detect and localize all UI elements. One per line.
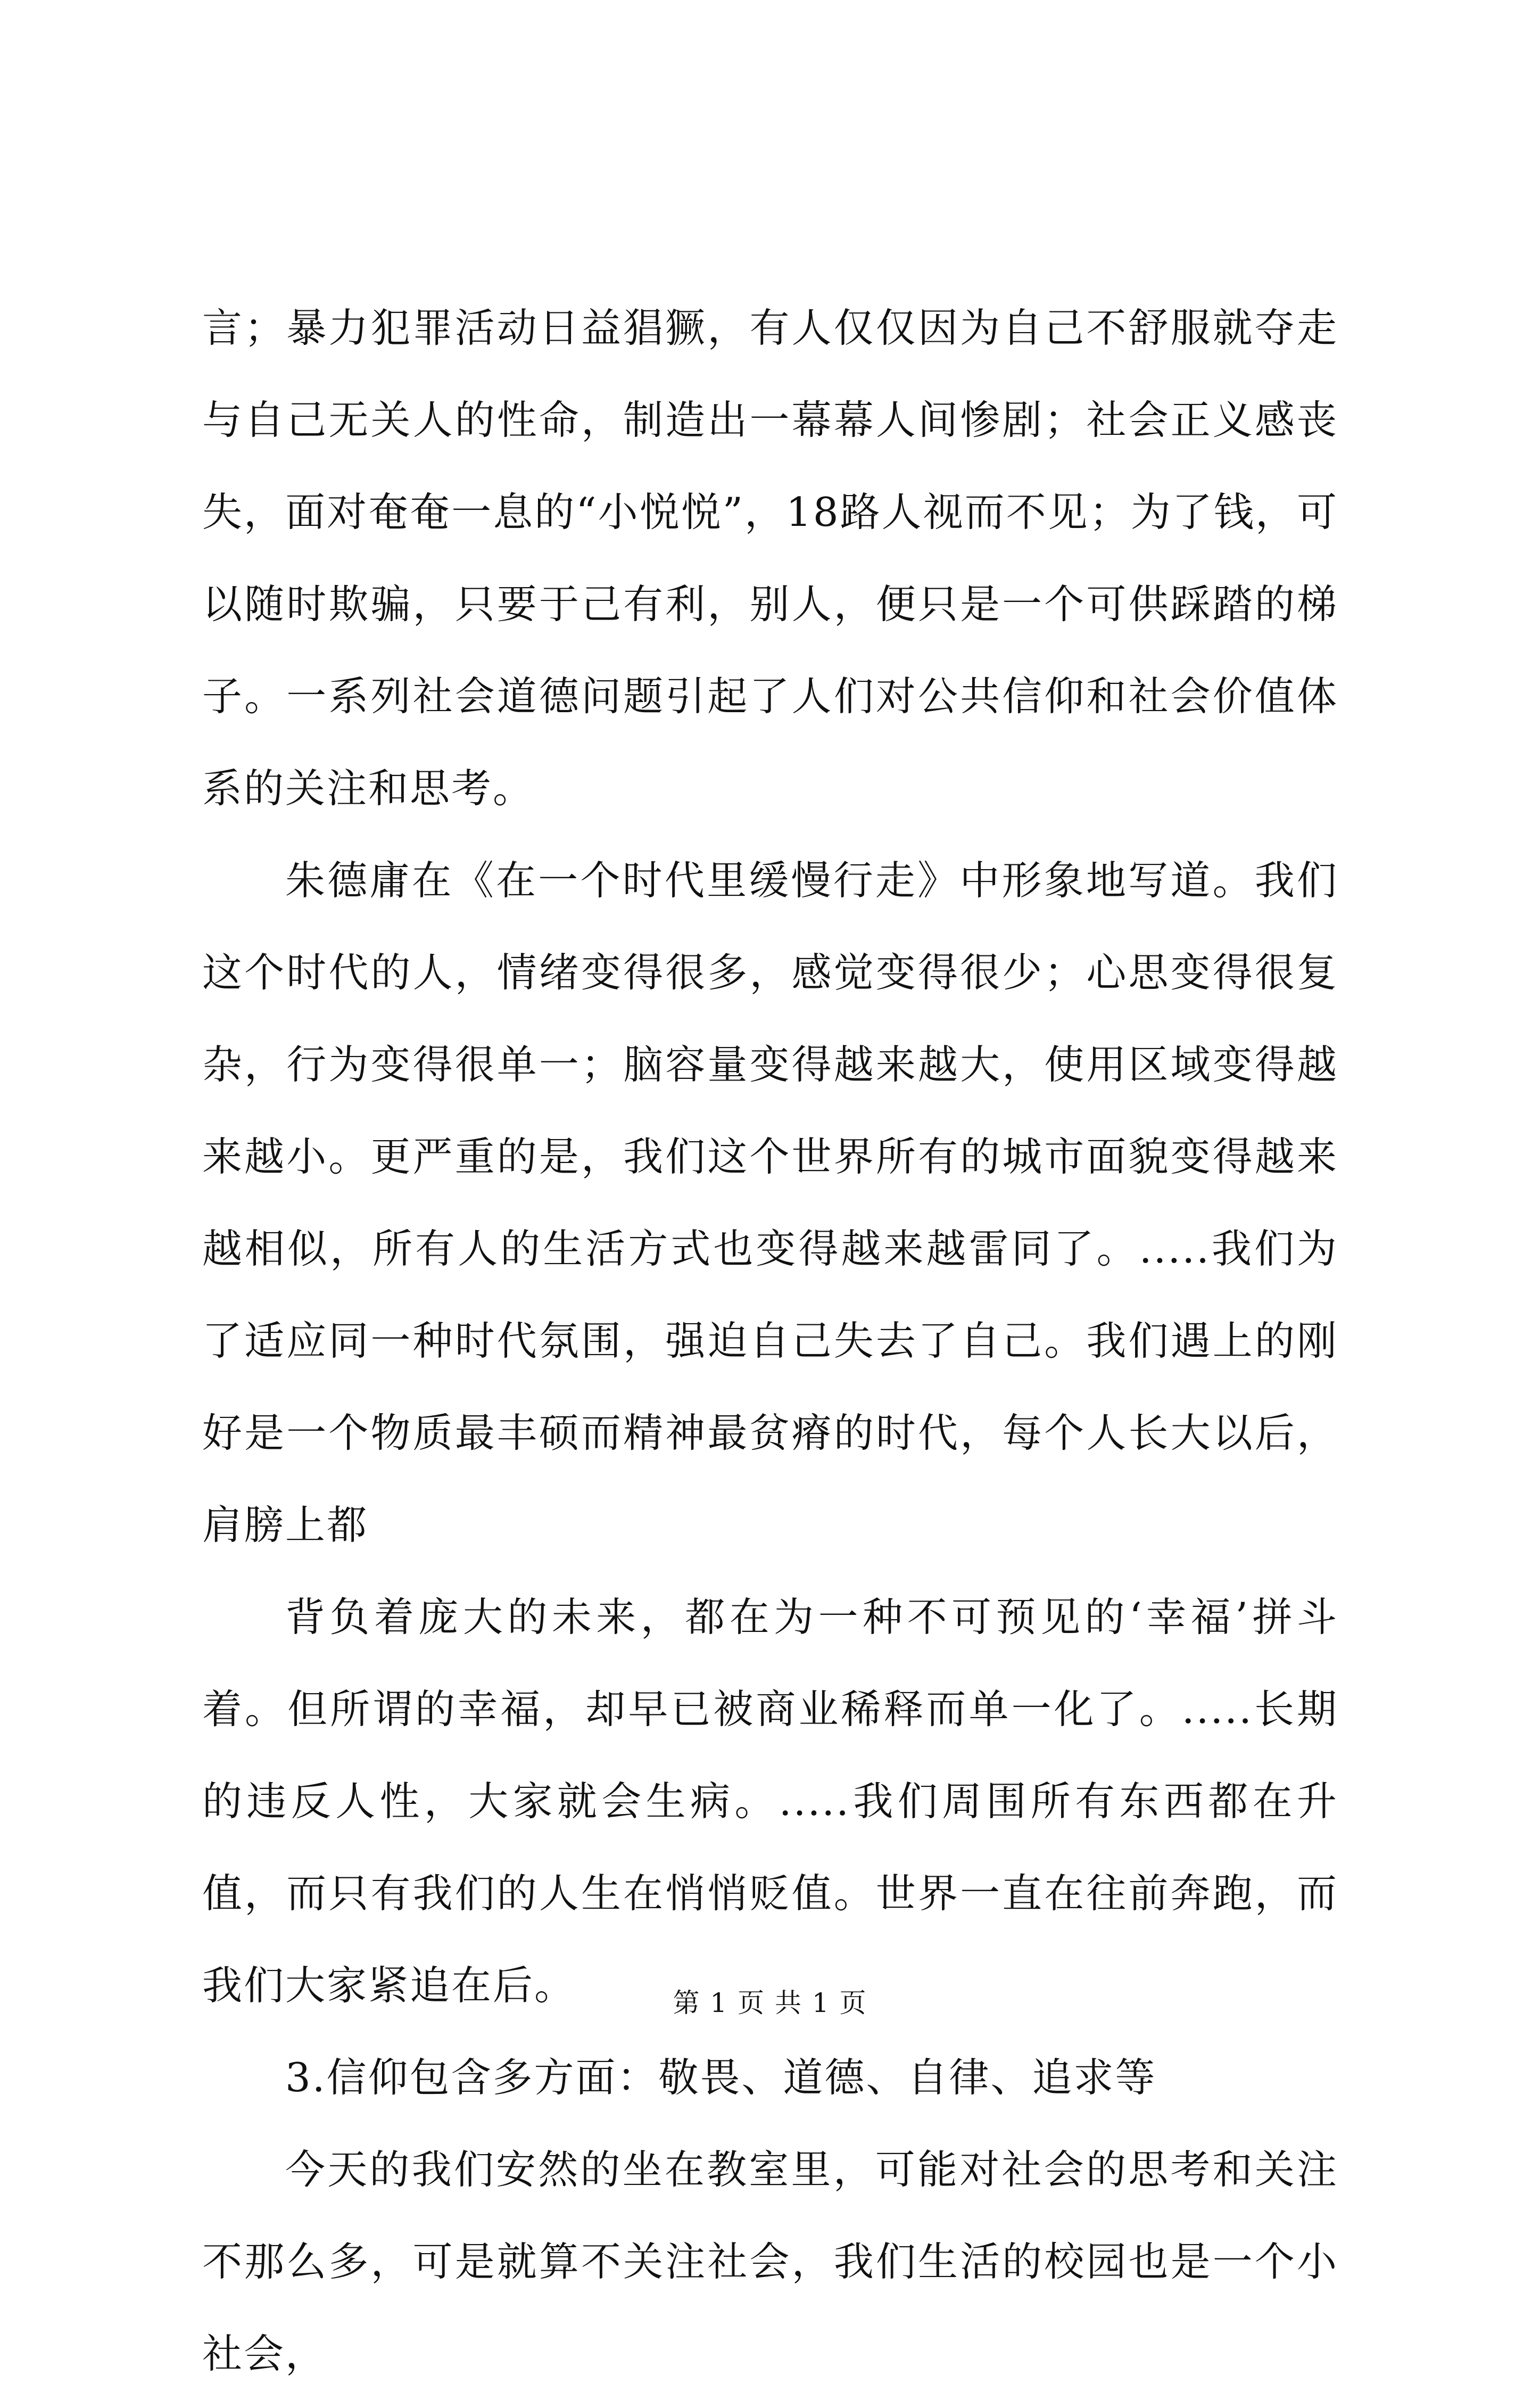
paragraph-1: 言；暴力犯罪活动日益猖獗，有人仅仅因为自己不舒服就夺走与自己无关人的性命，制造出一幕幕人间惨剧；社会正义感丧失，面对奄奄一息的“小悦悦”，18路人视而不见；为了钱，可以随时欺骗，只要于己有利，别人，便只是一个可供踩踏的梯子。一系列社会道德问题引起了人们对公共信仰和社会价值体系的关注和思考。 xyxy=(202,304,1338,812)
page-number-footer: 第 1 页 共 1 页 xyxy=(673,1987,867,2018)
paragraph-2: 朱德庸在《在一个时代里缓慢行走》中形象地写道。我们这个时代的人，情绪变得很多，感觉变得很少；心思变得很复杂，行为变得很单一；脑容量变得越来越大，使用区域变得越来越小。更严重的是，我们这个世界所有的城市面貌变得越来越相似，所有人的生活方式也变得越来越雷同了。.....我们为了适应同一种时代氛围，强迫自己失去了自己。我们遇上的刚好是一个物质最丰硕而精神最贫瘠的时代，每个人长大以后，肩膀上都 xyxy=(202,857,1338,1548)
section-heading: 3.信仰包含多方面：敬畏、道德、自律、追求等 xyxy=(285,2054,1157,2101)
paragraph-3: 背负着庞大的未来，都在为一种不可预见的‘幸福’拼斗着。但所谓的幸福，却早已被商业稀释而单一化了。.....长期的违反人性，大家就会生病。.....我们周围所有东西都在升值，而只有我们的人生在悄悄贬值。世界一直在往前奔跑，而我们大家紧追在后。 xyxy=(202,1594,1338,2009)
document-body xyxy=(202,282,1338,2400)
paragraph-4: 今天的我们安然的坐在教室里，可能对社会的思考和关注不那么多，可是就算不关注社会，我们生活的校园也是一个小社会， xyxy=(202,2146,1338,2377)
